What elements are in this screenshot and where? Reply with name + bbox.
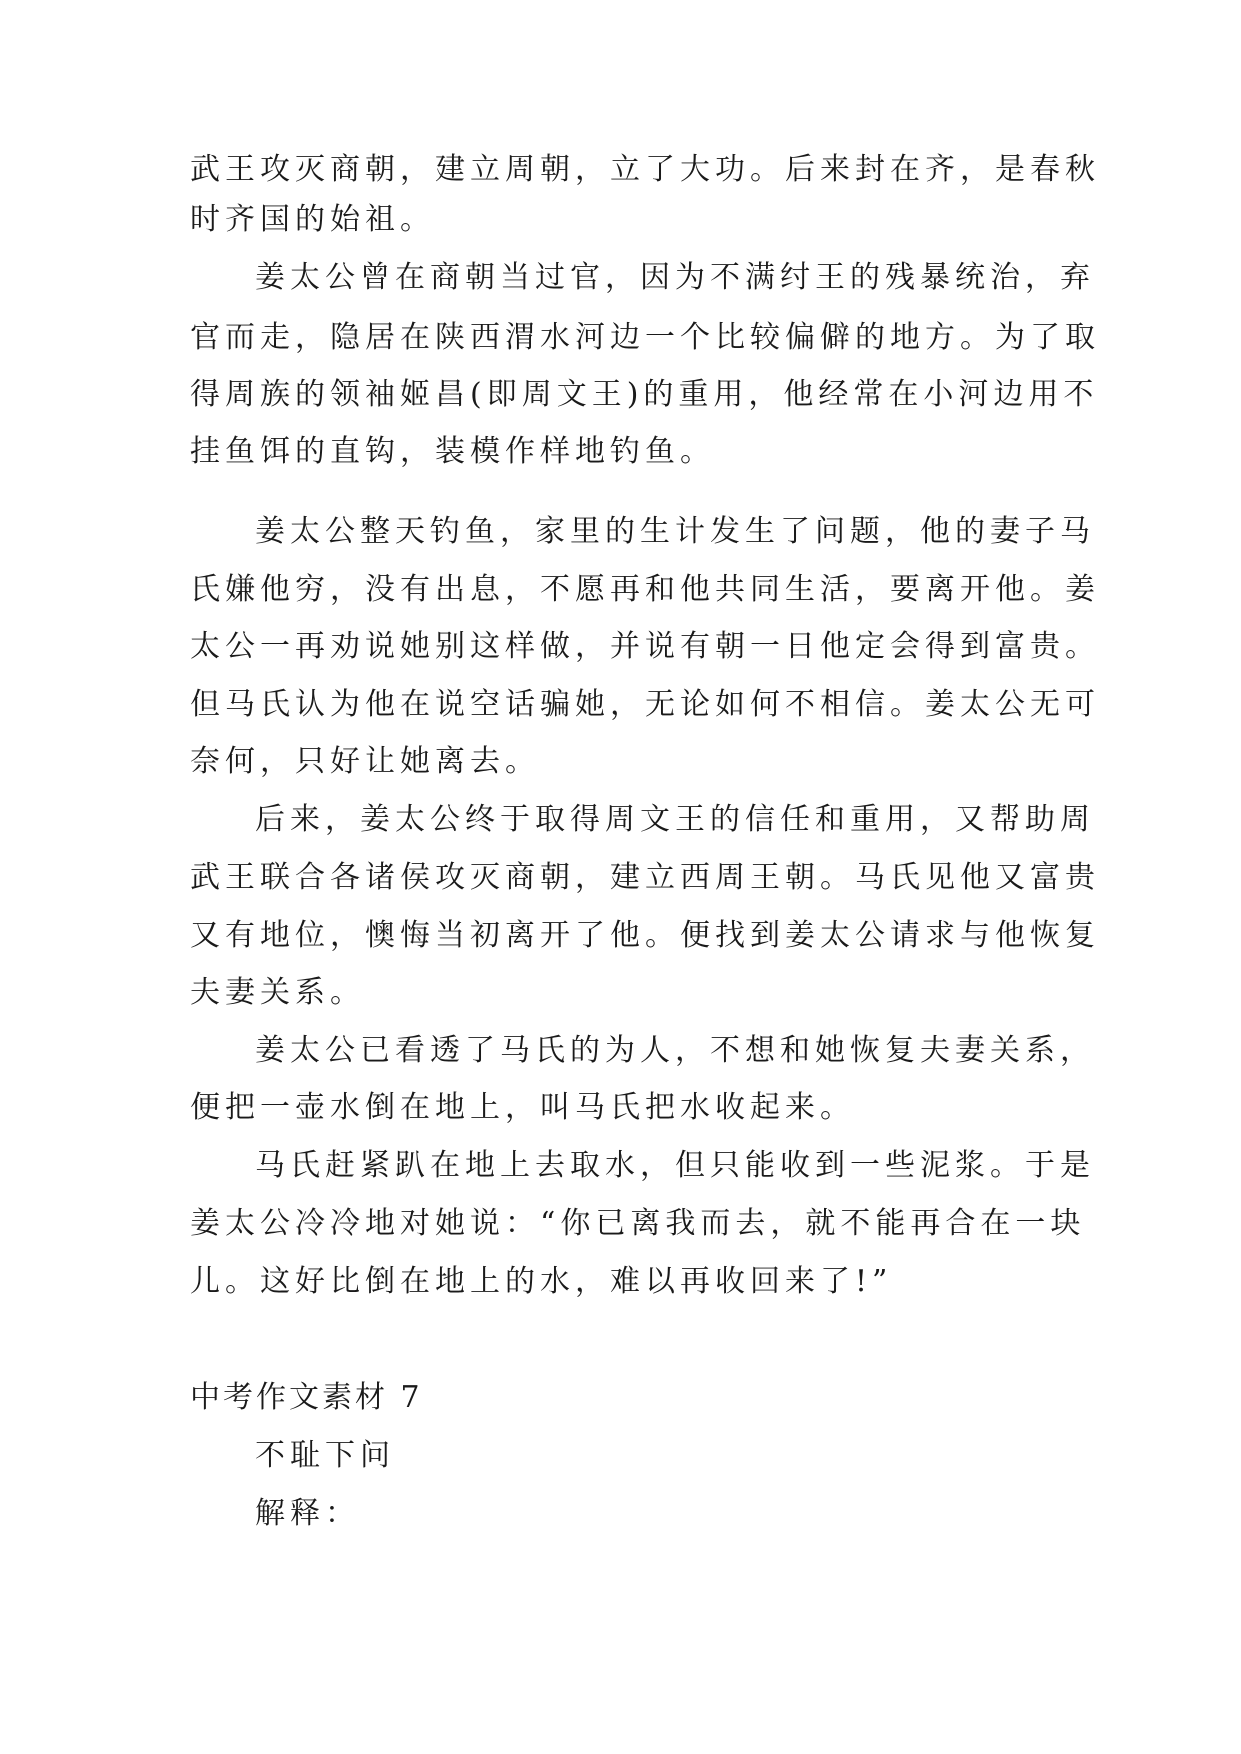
text-line: 武王联合各诸侯攻灭商朝，建立西周王朝。马氏见他又富贵 [190,860,1100,895]
text-line: 氏嫌他穷，没有出息，不愿再和他共同生活，要离开他。姜 [190,572,1100,607]
text-line: 姜太公已看透了马氏的为人，不想和她恢复夫妻关系， [255,1033,1095,1068]
text-line: 姜太公曾在商朝当过官，因为不满纣王的残暴统治，弃 [255,260,1095,295]
text-line: 官而走，隐居在陕西渭水河边一个比较偏僻的地方。为了取 [190,320,1100,355]
text-line: 夫妻关系。 [190,975,365,1010]
text-line: 姜太公整天钓鱼，家里的生计发生了问题，他的妻子马 [255,514,1095,549]
text-line: 后来，姜太公终于取得周文王的信任和重用，又帮助周 [255,802,1095,837]
text-line: 又有地位，懊悔当初离开了他。便找到姜太公请求与他恢复 [190,918,1100,953]
text-line: 儿。这好比倒在地上的水，难以再收回来了!” [190,1264,893,1299]
text-line: 时齐国的始祖。 [190,202,435,237]
text-line: 得周族的领袖姬昌(即周文王)的重用，他经常在小河边用不 [190,377,1099,412]
explanation-label: 解释： [255,1496,360,1531]
text-line: 便把一壶水倒在地上，叫马氏把水收起来。 [190,1090,855,1125]
section-heading: 中考作文素材 7 [190,1380,423,1415]
text-line: 武王攻灭商朝，建立周朝，立了大功。后来封在齐，是春秋 [190,152,1100,187]
text-line: 奈何，只好让她离去。 [190,744,540,779]
text-line: 太公一再劝说她别这样做，并说有朝一日他定会得到富贵。 [190,629,1100,664]
text-line: 挂鱼饵的直钩，装模作样地钓鱼。 [190,434,715,469]
idiom-title: 不耻下问 [255,1438,395,1473]
text-line: 但马氏认为他在说空话骗她，无论如何不相信。姜太公无可 [190,687,1100,722]
text-line: 姜太公冷冷地对她说：“你已离我而去，就不能再合在一块 [190,1206,1086,1241]
text-line: 马氏赶紧趴在地上去取水，但只能收到一些泥浆。于是 [255,1148,1095,1183]
